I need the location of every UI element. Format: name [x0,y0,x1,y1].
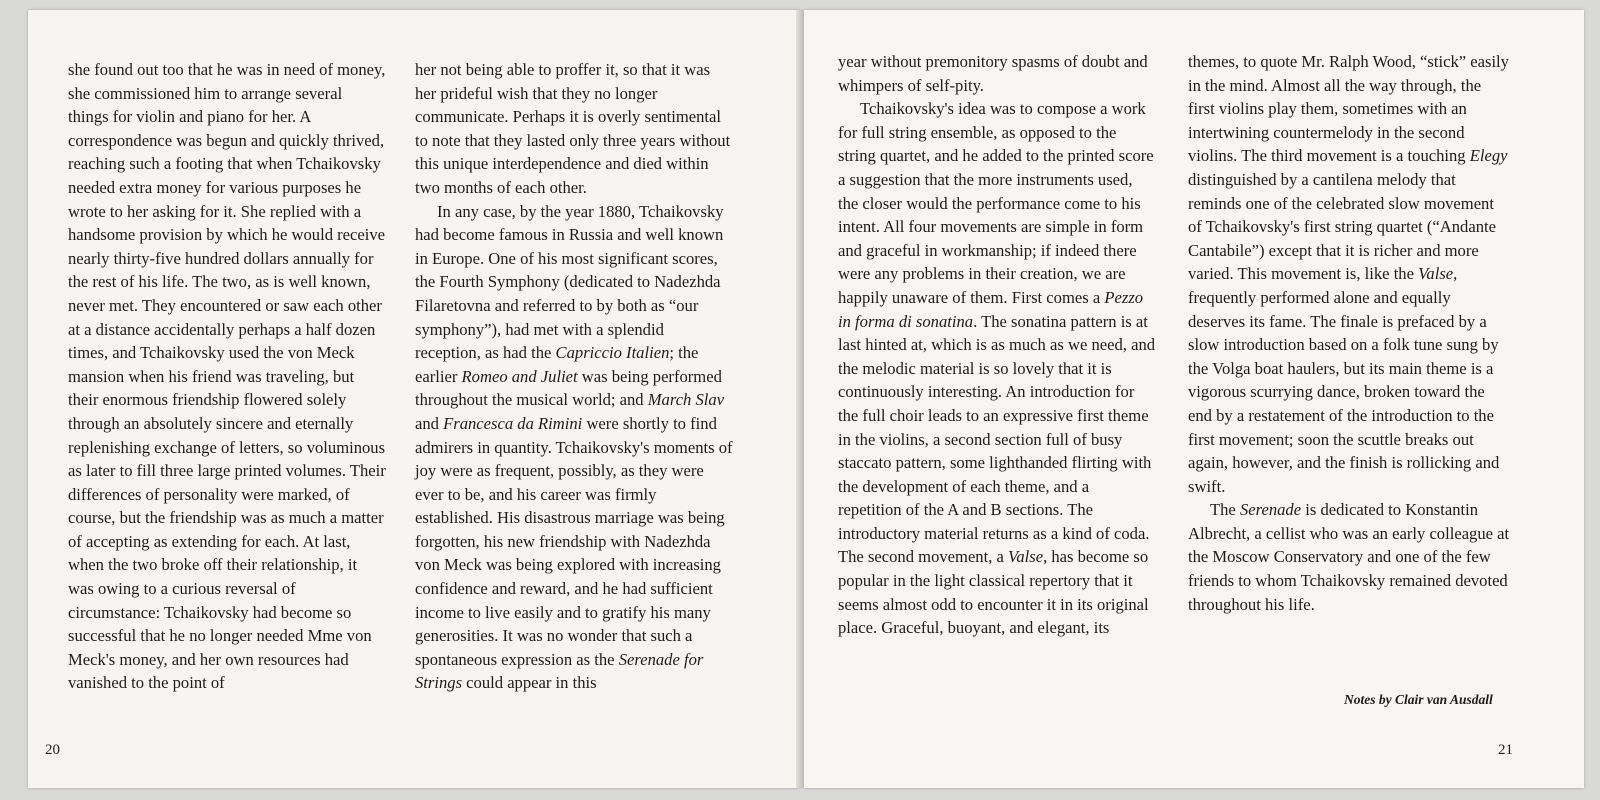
left-col2-paragraph-1: her not being able to proffer it, so that it was her prideful wish that they no longer communicate. Perhaps it is overly sentimental to note that they lasted only three years without this unique interdependence and died within two months of each other. [415,60,731,197]
serenade-title: Serenade [1239,500,1302,520]
valse-title: Valse [1008,547,1044,567]
left-column-1 [68,58,386,695]
right-col1-paragraph-1: year without premonitory spasms of doubt and whimpers of self-pity. [838,52,1148,95]
serenade-for-strings-title: Serenade for Strings [415,649,704,693]
right-column-1 [838,50,1156,640]
capriccio-italien-title: Capriccio Italien [555,343,670,363]
valse-title-2: Valse [1418,264,1454,284]
right-page [804,10,1584,788]
right-col2-paragraph-1: themes, to quote Mr. Ralph Wood, “stick” easily in the mind. Almost all the way through, the first violins play them, sometimes with an intertwining countermelody in the second violins. The third movement is a touching Elegy distinguished by a cantilena melody that reminds one of the celebrated slow movement of Tchaikovsky's first string quartet (“Andante Cantabile”) except that it is richer and more varied. This movement is, like the Valse, frequently performed alone and equally deserves its fame. The finale is prefaced by a slow introduction based on a folk tune sung by the Volga boat haulers, but its main theme is a vigorous scurrying dance, broken toward the end by a restatement of the introduction to the first movement; soon the scuttle breaks out again, however, and the finish is rollicking and swift. [1188,52,1509,496]
left-col2-paragraph-2: In any case, by the year 1880, Tchaikovsky had become famous in Russia and well known in Europe. One of his most significant scores, the Fourth Symphony (dedicated to Nadezhda Filaretovna and referred to by both as “our symphony”), had met with a splendid reception, as had the Capriccio Italien; the earlier Romeo and Juliet was being performed throughout the musical world; and March Slav and Francesca da Rimini were shortly to find admirers in quantity. Tchaikovsky's moments of joy were as frequent, possibly, as they were ever to be, and his career was firmly established. His disastrous marriage was being forgotten, his new friendship with Nadezhda von Meck was being explored with increasing confidence and reward, and he had sufficient income to live easily and to gratify his many generosities. It was no wonder that such a spontaneous expression as the Serenade for Strings could appear in this [415,201,733,693]
romeo-and-juliet-title: Romeo and Juliet [461,366,578,386]
left-col1-paragraph-1: she found out too that he was in need of money, she commissioned him to arrange several things for violin and piano for her. A correspondence was begun and quickly thrived, reaching such a footing that when Tchaikovsky needed extra money for various purposes he wrote to her asking for it. She replied with a handsome provision by which he would receive nearly thirty-five hundred dollars annually for the rest of his life. The two, as is well known, never met. They encountered or saw each other at a distance accidentally perhaps a half dozen times, and Tchaikovsky used the von Meck mansion when his friend was traveling, but their enormous friendship flowered solely through an absolutely sincere and eternally replenishing exchange of letters, so voluminous as later to fill three large printed volumes. Their differences of personality were marked, of course, but the friendship was as much a matter of accepting as extending for each. At last, when the two broke off their relationship, it was owing to a curious reversal of circumstance: Tchaikovsky had become so successful that he no longer needed Mme von Meck's money, and her own resources had vanished to the point of [68,60,386,693]
page-number-left: 20 [45,742,60,758]
right-column-2 [1188,50,1510,616]
author-signature: Notes by Clair van Ausdall [1344,692,1493,707]
pezzo-title: Pezzo in forma di sonatina [838,287,1144,331]
francesca-da-rimini-title: Francesca da Rimini [443,413,583,433]
page-number-right: 21 [1498,742,1513,758]
right-col2-paragraph-2: The Serenade is dedicated to Konstantin Albrecht, a cellist who was an early colleague at the Moscow Conservatory and one of the few friends to whom Tchaikovsky remained devoted throughout his life. [1188,500,1510,614]
right-col1-paragraph-2: Tchaikovsky's idea was to compose a work for full string ensemble, as opposed to the string quartet, and he added to the printed score a suggestion that the more instruments used, the closer would the performance come to his intent. All four movements are simple in form and graceful in workmanship; if indeed there were any problems in their creation, we are happily unaware of them. First comes a Pezzo in forma di sonatina. The sonatina pattern is at last hinted at, which is as much as we need, and the melodic material is so lovely that it is continuously interesting. An introduction for the full choir leads to an expressive first theme in the violins, a second section full of busy staccato pattern, some lighthanded flirting with the development of each theme, and a repetition of the A and B sections. The introductory material returns as a kind of coda. The second movement, a Valse, has become so popular in the light classical repertory that it seems almost odd to encounter it in its original place. Graceful, buoyant, and elegant, its [838,99,1156,638]
left-column-2 [415,58,733,695]
elegy-title: Elegy [1469,146,1508,166]
left-page [28,10,800,788]
march-slav-title: March Slav [647,390,725,410]
